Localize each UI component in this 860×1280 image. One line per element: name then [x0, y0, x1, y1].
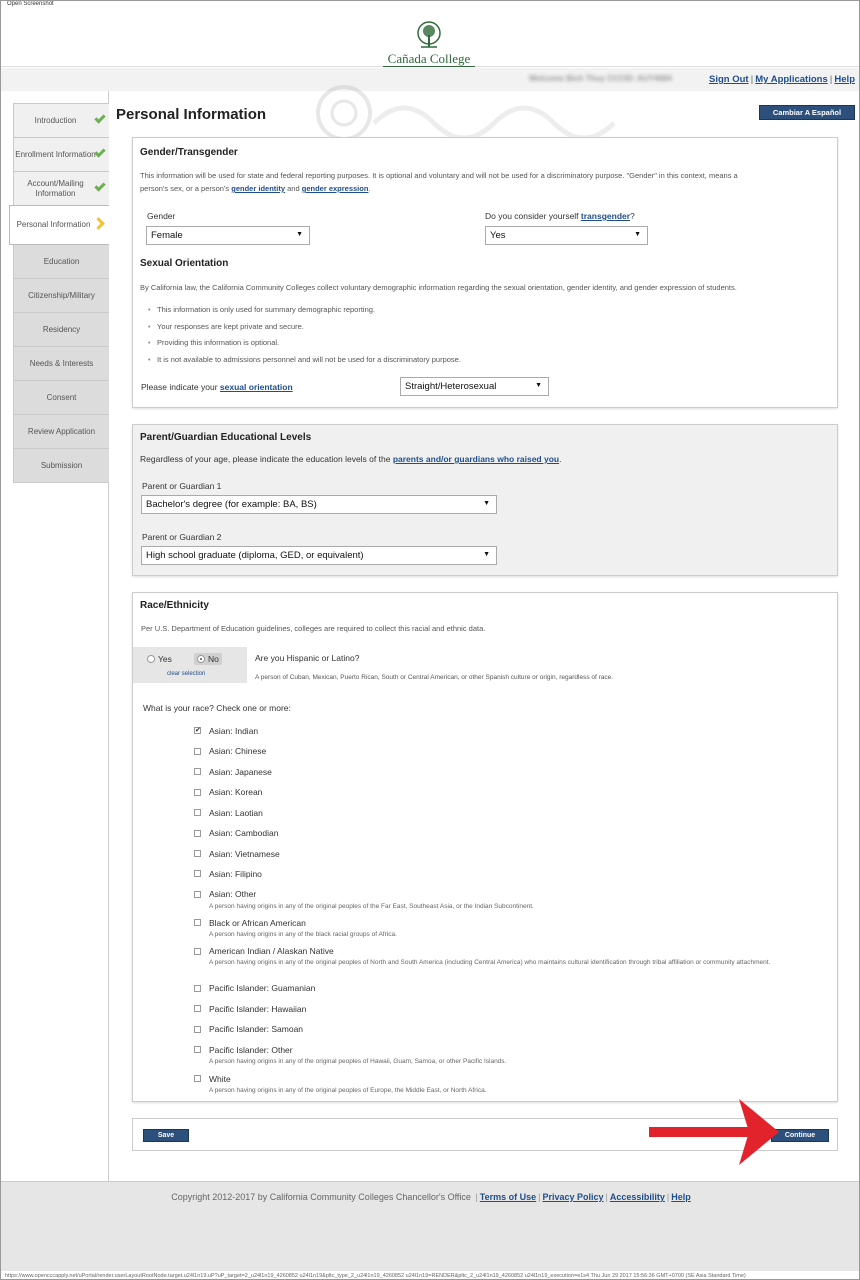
window-title: Open Screenshot [7, 1, 54, 7]
parents-panel [132, 424, 838, 576]
copyright-text: Copyright 2012-2017 by California Community Colleges Chancellor's Office [171, 1192, 471, 1202]
gender-intro: This information will be used for state and federal reporting purposes. It is optional and voluntary and will not be used for a discriminatory purpose. "Gender" in this context, means a person's sex, or a person's gender identity and gender expression. [140, 171, 738, 193]
race-option-label: Pacific Islander: Samoan [209, 1024, 304, 1034]
privacy-link[interactable]: Privacy Policy [542, 1192, 604, 1202]
parents-heading: Parent/Guardian Educational Levels [140, 432, 312, 443]
radio-selected-icon [197, 655, 205, 663]
spanish-language-button[interactable]: Cambiar A Español [759, 105, 855, 120]
parent2-label: Parent or Guardian 2 [142, 532, 222, 542]
step-navigation [13, 104, 109, 483]
nav-step-account-mailing[interactable] [13, 171, 109, 206]
race-option-description: A person having origins in any of the original peoples of the Far East, Southeast Asia, or the Indian Subcontinent. [209, 903, 534, 910]
orientation-intro: By California law, the California Community Colleges collect voluntary demographic information regarding the sexual orientation, gender identity, and gender expression of students. [140, 283, 737, 292]
nav-step-label: Consent [46, 392, 77, 402]
nav-step-label: Account/Mailing Information [27, 178, 84, 198]
status-bar-url: https://www.opencccapply.net/uPortal/render.userLayoutRootNode.target.u24l1n19.uP?uP_target=2_u24l1n19_4260852 u24l1n19&pltc_type_2_u24l1n19_4260852 u24l1n19=RENDER&pltc_2_u24l1n19_4260852 u24l1n19_execution=e1s4 Thu Jun 29 2017 15:56:36 GMT+0700 (SE Asia Standard Time) [1, 1271, 860, 1280]
race-option-description: A person having origins in any of the original peoples of Hawaii, Guam, Samoa, or other Pacific Islands. [209, 1058, 507, 1065]
gender-panel [132, 137, 838, 408]
accessibility-link[interactable]: Accessibility [609, 1192, 665, 1202]
race-panel [132, 592, 838, 1102]
dropdown-arrow-icon: ▼ [483, 500, 490, 507]
nav-step-citizenship[interactable] [13, 278, 109, 313]
nav-step-label: Citizenship/Military [28, 290, 95, 300]
my-applications-link[interactable]: My Applications [755, 74, 828, 85]
orientation-bullet: • It is not available to admissions personnel and will not be used for a discriminatory purpose. [157, 355, 461, 364]
race-checkbox-asian-chinese[interactable] [194, 748, 201, 755]
orientation-bullet: • Providing this information is optional. [157, 338, 279, 347]
nav-step-label: Education [43, 256, 80, 266]
page-title: Personal Information [116, 106, 267, 123]
hispanic-yes-radio[interactable]: Yes [147, 654, 172, 664]
race-option-label: Black or African American [209, 918, 306, 928]
race-option-label: Asian: Vietnamese [209, 849, 280, 859]
nav-step-introduction[interactable] [13, 103, 109, 138]
transgender-label: Do you consider yourself transgender? [485, 211, 635, 221]
race-option-label: Asian: Korean [209, 787, 263, 797]
gender-expression-link[interactable]: gender expression [301, 184, 369, 193]
race-checkbox-asian-laotian[interactable] [194, 809, 201, 816]
nav-step-label: Introduction [34, 115, 77, 125]
nav-step-label: Enrollment Information [15, 149, 96, 159]
main-content [109, 91, 860, 1181]
save-button[interactable]: Save [143, 1129, 189, 1142]
race-option-label: Asian: Indian [209, 726, 259, 736]
nav-step-residency[interactable] [13, 312, 109, 347]
orientation-select[interactable]: Straight/Heterosexual ▼ [400, 377, 549, 396]
tree-icon [415, 21, 443, 51]
parent2-select[interactable]: High school graduate (diploma, GED, or equivalent) ▼ [141, 546, 497, 565]
race-option-description: A person having origins in any of the original peoples of Europe, the Middle East, or North Africa. [209, 1087, 487, 1094]
race-option-label: American Indian / Alaskan Native [209, 946, 334, 956]
race-option-label: Pacific Islander: Other [209, 1045, 293, 1055]
race-checkbox-asian-other[interactable] [194, 891, 201, 898]
race-checkbox-white[interactable] [194, 1075, 201, 1082]
dropdown-arrow-icon: ▼ [296, 231, 303, 238]
nav-step-submission[interactable] [13, 448, 109, 483]
nav-step-education[interactable] [13, 244, 109, 279]
user-links: Sign Out | My Applications | Help [708, 74, 855, 85]
footer-links: Copyright 2012-2017 by California Community Colleges Chancellor's Office | Terms of Use | Privacy Policy | Accessibility | Help [171, 1192, 691, 1202]
parent1-select[interactable]: Bachelor's degree (for example: BA, BS) ▼ [141, 495, 497, 514]
race-option-label: White [209, 1074, 231, 1084]
nav-step-label: Review Application [27, 426, 96, 436]
check-icon [94, 112, 105, 123]
race-checkbox-asian-japanese[interactable] [194, 768, 201, 775]
race-checkbox-black[interactable] [194, 919, 201, 926]
race-option-label: Asian: Cambodian [209, 828, 279, 838]
radio-icon [147, 655, 155, 663]
welcome-text: Welcome Bich Thuy CCCID: AUY4684 [529, 74, 672, 83]
race-option-label: Pacific Islander: Hawaiian [209, 1004, 307, 1014]
clear-selection-link[interactable]: clear selection [167, 671, 206, 677]
race-intro: Per U.S. Department of Education guidelines, colleges are required to collect this racial and ethnic data. [141, 624, 486, 633]
race-checkbox-asian-korean[interactable] [194, 789, 201, 796]
nav-step-consent[interactable] [13, 380, 109, 415]
parent1-label: Parent or Guardian 1 [142, 481, 222, 491]
college-logo[interactable] [383, 21, 475, 67]
sexual-orientation-link[interactable]: sexual orientation [219, 382, 293, 392]
orientation-bullet: • This information is only used for summary demographic reporting. [157, 305, 375, 314]
race-checkbox-samoan[interactable] [194, 1026, 201, 1033]
race-option-description: A person having origins in any of the black racial groups of Africa. [209, 931, 397, 938]
chevron-right-icon [92, 217, 105, 230]
footer-help-link[interactable]: Help [671, 1192, 691, 1202]
nav-step-personal-information[interactable] [9, 205, 109, 245]
nav-step-label: Needs & Interests [29, 358, 94, 368]
nav-step-label: Residency [42, 324, 81, 334]
race-option-label: Asian: Filipino [209, 869, 262, 879]
parents-intro: Regardless of your age, please indicate the education levels of the parents and/or guardians who raised you. [140, 454, 562, 464]
orientation-heading: Sexual Orientation [140, 258, 229, 269]
race-option-label: Asian: Japanese [209, 767, 272, 777]
orientation-label: Please indicate your sexual orientation [141, 382, 293, 392]
race-option-label: Pacific Islander: Guamanian [209, 983, 316, 993]
parents-guardians-link[interactable]: parents and/or guardians who raised you [392, 454, 560, 464]
dropdown-arrow-icon: ▼ [634, 231, 641, 238]
race-heading: Race/Ethnicity [140, 600, 209, 611]
college-name: Cañada College [383, 52, 475, 67]
site-footer [1, 1181, 860, 1271]
nav-step-review[interactable] [13, 414, 109, 449]
dropdown-arrow-icon: ▼ [483, 551, 490, 558]
hispanic-question: Are you Hispanic or Latino? [255, 653, 360, 663]
race-option-label: Asian: Other [209, 889, 257, 899]
terms-link[interactable]: Terms of Use [479, 1192, 537, 1202]
race-option-description: A person having origins in any of the original peoples of North and South America (including Central America) who maintains cultural identification through tribal affiliation or community attachment. [209, 959, 771, 966]
gender-select[interactable]: Female ▼ [146, 226, 310, 245]
orientation-bullet: • Your responses are kept private and secure. [157, 322, 304, 331]
race-checkbox-guamanian[interactable] [194, 985, 201, 992]
gender-identity-link[interactable]: gender identity [231, 184, 286, 193]
hispanic-radio-group [133, 647, 247, 683]
race-checkbox-asian-filipino[interactable] [194, 870, 201, 877]
continue-button[interactable]: Continue [771, 1129, 829, 1142]
race-question: What is your race? Check one or more: [143, 703, 291, 713]
help-link[interactable]: Help [834, 74, 855, 85]
race-checkbox-asian-cambodian[interactable] [194, 830, 201, 837]
nav-step-label: Personal Information [16, 220, 91, 229]
check-icon [94, 146, 105, 157]
site-header [1, 9, 860, 67]
dropdown-arrow-icon: ▼ [535, 382, 542, 389]
transgender-select[interactable]: Yes ▼ [485, 226, 648, 245]
race-checkbox-american-indian[interactable] [194, 948, 201, 955]
transgender-link[interactable]: transgender [580, 211, 631, 221]
gender-label: Gender [147, 211, 176, 221]
nav-step-label: Submission [40, 460, 83, 470]
race-checkbox-pacific-other[interactable] [194, 1046, 201, 1053]
race-checkbox-asian-indian[interactable]: ✔ [195, 727, 201, 734]
hispanic-no-radio[interactable]: No [194, 653, 222, 665]
red-arrow-annotation [649, 1097, 779, 1167]
nav-step-needs-interests[interactable] [13, 346, 109, 381]
race-option-label: Asian: Laotian [209, 808, 263, 818]
nav-step-enrollment[interactable] [13, 137, 109, 172]
race-option-label: Asian: Chinese [209, 746, 267, 756]
race-checkbox-hawaiian[interactable] [194, 1005, 201, 1012]
hispanic-description: A person of Cuban, Mexican, Puerto Rican, South or Central American, or other Spanish culture or origin, regardless of race. [255, 674, 614, 681]
race-checkbox-asian-vietnamese[interactable] [194, 850, 201, 857]
sign-out-link[interactable]: Sign Out [708, 74, 749, 85]
gender-heading: Gender/Transgender [140, 147, 238, 158]
